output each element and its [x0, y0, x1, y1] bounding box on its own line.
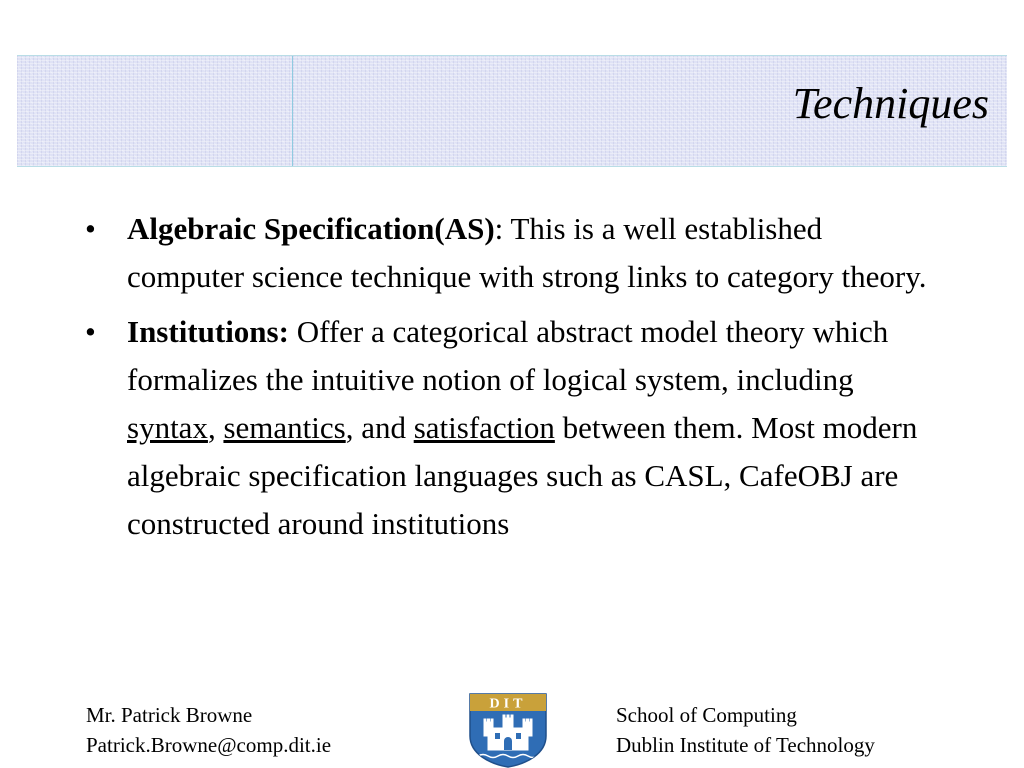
bullet-term-suffix: (AS)	[434, 211, 495, 246]
bullet-institutions	[85, 308, 945, 548]
slide-title: Techniques	[792, 79, 989, 128]
link-semantics[interactable]: semantics	[223, 410, 346, 445]
banner-divider	[292, 56, 293, 166]
dit-logo-icon	[468, 692, 548, 768]
bullet-text: between them. Most modern algebraic specification languages such as CASL, CafeOBJ are constructed around institutions	[127, 410, 918, 541]
title-banner	[17, 55, 1007, 167]
bullet-mark: •	[85, 211, 96, 246]
footer-institution-block	[616, 700, 875, 760]
bullet-term: Institutions:	[127, 314, 289, 349]
bullet-text: Offer a categorical abstract model theory which formalizes the intuitive notion of logical system, including	[127, 314, 889, 397]
link-satisfaction[interactable]: satisfaction	[413, 410, 555, 445]
footer-institute: Dublin Institute of Technology	[616, 733, 875, 757]
logo-text: DIT	[489, 696, 527, 712]
bullet-term: Algebraic Specification	[127, 211, 435, 246]
link-syntax[interactable]: syntax	[127, 410, 208, 445]
separator: ,	[207, 410, 224, 445]
bullet-mark: •	[85, 314, 96, 349]
footer-author-block	[86, 700, 331, 760]
bullet-algebraic-specification	[85, 205, 945, 301]
footer-author: Mr. Patrick Browne	[86, 703, 253, 727]
footer-school: School of Computing	[616, 703, 797, 727]
bullet-list	[85, 205, 945, 555]
footer-email: Patrick.Browne@comp.dit.ie	[86, 733, 332, 757]
separator: , and	[345, 410, 414, 445]
bullet-text: : This is a well established computer science technique with strong links to category theory.	[127, 211, 927, 294]
